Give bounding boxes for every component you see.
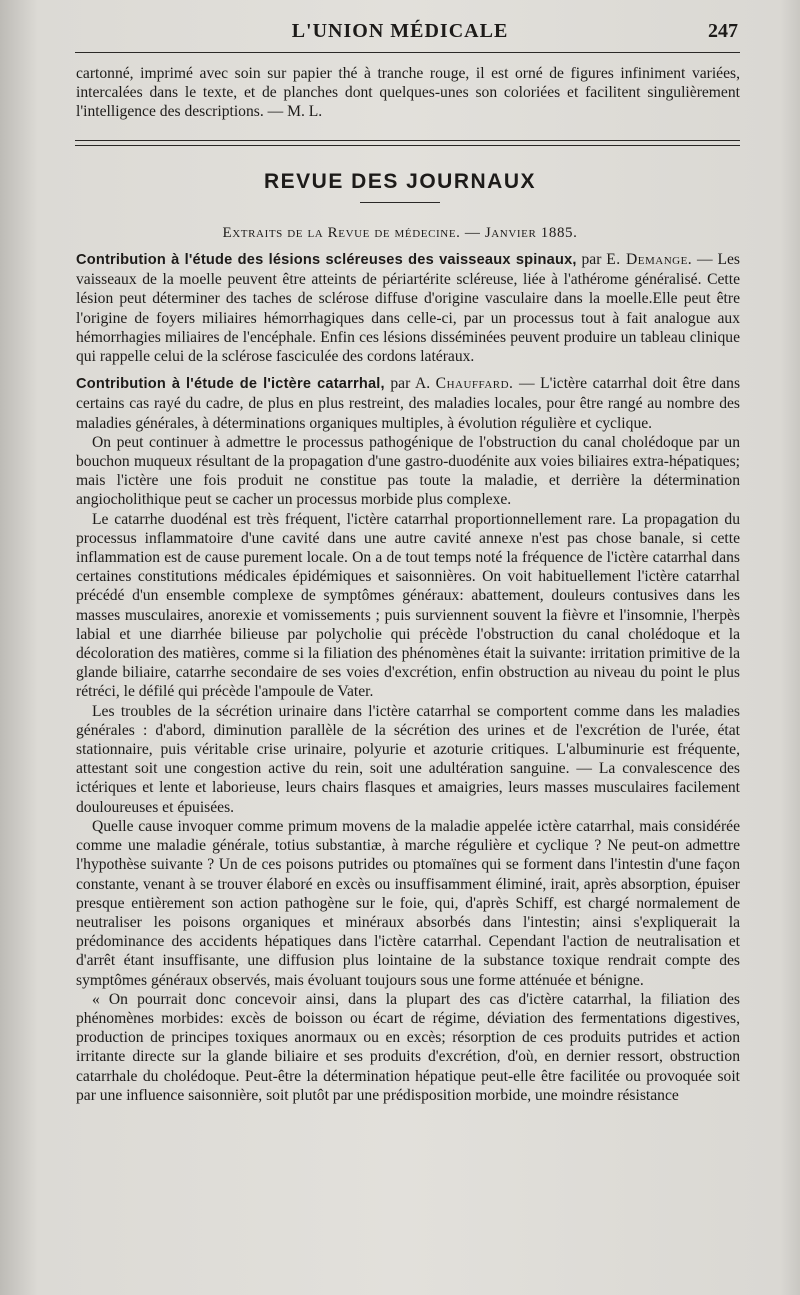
section-title: REVUE DES JOURNAUX — [263, 170, 537, 193]
section-title-rule — [360, 202, 440, 203]
page-number: 247 — [708, 20, 738, 42]
article-1-title: Contribution à l'étude des lésions scléreuses des vaisseaux spinaux, — [76, 252, 577, 268]
article-2-author: Chauffard. — [435, 375, 514, 393]
article-1-by: par — [576, 251, 607, 268]
intro-block — [76, 64, 740, 122]
running-title: L'UNION MÉDICALE — [291, 20, 509, 42]
article-2-paragraph: « On pourrait donc concevoir ainsi, dans la plupart des cas d'ictère catarrhal, la filiation des phénomènes morbides: excès de boisson ou écart de régime, déviation des fermentations digestives, production de principes toxiques anormaux ou en excès; résorption de ces produits putrides et action irritante directe sur la glande biliaire et ses produits d'excrétion, d'où, en dernier ressort, obstruction catarrhale du cholédoque. Peut-être la détermination hépatique peut-elle être facilitée ou provoquée soit par une influence saisonnière, soit plutôt par une prédisposition morbide, une moindre résistance — [76, 990, 740, 1104]
article-2-paragraph: On peut continuer à admettre le processus pathogénique de l'obstruction du canal cholédoque par un bouchon muqueux résultant de la propagation d'une gastro-duodénite aux voies biliaires extra-hépatiques; mais l'ictère une fois produit ne constitue pas toute la maladie, et derrière la détermination angiocholithique peut se cacher un processus morbide plus complexe. — [76, 433, 740, 509]
article-1-author: E. Demange. — [606, 251, 693, 268]
article-2 — [76, 374, 740, 433]
article-1-text: — Les vaisseaux de la moelle peuvent être atteints de périartérite scléreuse, liée à l'athérome généralisé. Cette lésion peut déterminer des taches de sclérose diffuse d'origine vasculaire dans la moelle.Elle peut être l'origine de foyers miliaires hémorrhagiques dans celle-ci, par un processus tout à fait analogue aux hémorrhagies miliaires de l'encéphale. Enfin ces lésions disséminées peuvent produire un tableau clinique qui rappelle celui de la sclérose fasciculée des cordons latéraux. — [76, 251, 740, 366]
article-2-paragraph: Les troubles de la sécrétion urinaire dans l'ictère catarrhal se comportent comme dans les maladies générales : d'abord, diminution parallèle de la sécrétion des urines et de l'excrétion de l'urée, état stationnaire, puis véritable crise urinaire, polyurie et azoturie critiques. L'albuminurie est fréquente, attestant soit une congestion active du rein, soit une adultération sanguine. — La convalescence des ictériques et lente et laborieuse, leurs chairs flasques et amaigries, leurs masses musculaires facilement douloureuses et épuisées. — [76, 702, 740, 816]
article-2-paragraph: Le catarrhe duodénal est très fréquent, l'ictère catarrhal proportionnellement rare. La propagation du processus inflammatoire d'une cavité dans une autre cavité annexe n'est pas chose banale, si cette inflammation est de cause purement locale. On a de tout temps noté la fréquence de l'ictère catarrhal dans certaines constitutions médicales épidémiques et saisonnières. On voit habituellement l'ictère catarrhal précédé d'un ensemble complexe de symptômes généraux: abattement, douleurs contusives dans les masses musculaires, anorexie et vomissements ; puis surviennent souvent la fièvre et l'insomnie, l'herpès labial et une diarrhée bilieuse par polycholie qui précède l'obstruction du canal cholédoque et la décoloration des matières, comme si la filiation des phénomènes était la suivante: irritation primitive de la glande biliaire, catarrhe secondaire de ses voies d'excrétion, enfin obstruction au niveau du point le plus rétréci, le défilé qui précède l'ampoule de Vater. — [76, 510, 740, 701]
page-header — [0, 20, 800, 46]
intro-paragraph: cartonné, imprimé avec soin sur papier thé à tranche rouge, il est orné de figures infiniment variées, intercalées dans le texte, et de planches dont quelques-unes son coloriées et facilitent singulièrement l'intelligence des descriptions. — M. L. — [76, 65, 740, 121]
extract-heading: Extraits de la Revue de médecine. — Janvier 1885. — [222, 225, 578, 241]
article-2-by: par A. — [384, 375, 436, 393]
article-2-paragraph: Quelle cause invoquer comme primum movens de la maladie appelée ictère catarrhal, mais considérée comme une maladie générale, totius substantiæ, à marche régulière et cyclique ? Ne peut-on admettre l'hypothèse suivante ? Un de ces poisons putrides ou ptomaïnes qui se forment dans l'intestin d'une façon constante, venant à se trouver élaboré en excès ou insuffisamment éliminé, irait, après absorption, épuiser presque entièrement son action pathogène sur le foie, qui, d'après Schiff, est chargé normalement de neutraliser les poisons organiques et minéraux absorbés dans l'intestin; ainsi s'expliquerait la prédominance des accidents hépatiques dans l'ictère catarrhal. Cependant l'action de neutralisation et d'arrêt étant insuffisante, une diffusion plus lointaine de la substance toxique rendrait compte des symptômes généraux observés, mais évoluant toujours sous une forme atténuée et bénigne. — [76, 817, 740, 989]
article-1 — [76, 250, 740, 366]
section-double-rule — [75, 140, 740, 146]
header-rule — [75, 52, 740, 53]
article-2-text: — L'ictère catarrhal doit être dans certains cas rayé du cadre, de plus en plus restreint, des maladies locales, pour être rangé au nombre des maladies générales, à déterminations organiques multiples, à évolution régulière et cyclique. — [76, 375, 741, 432]
article-2-title: Contribution à l'étude de l'ictère catarrhal, — [76, 376, 385, 393]
articles-block — [76, 250, 740, 1105]
